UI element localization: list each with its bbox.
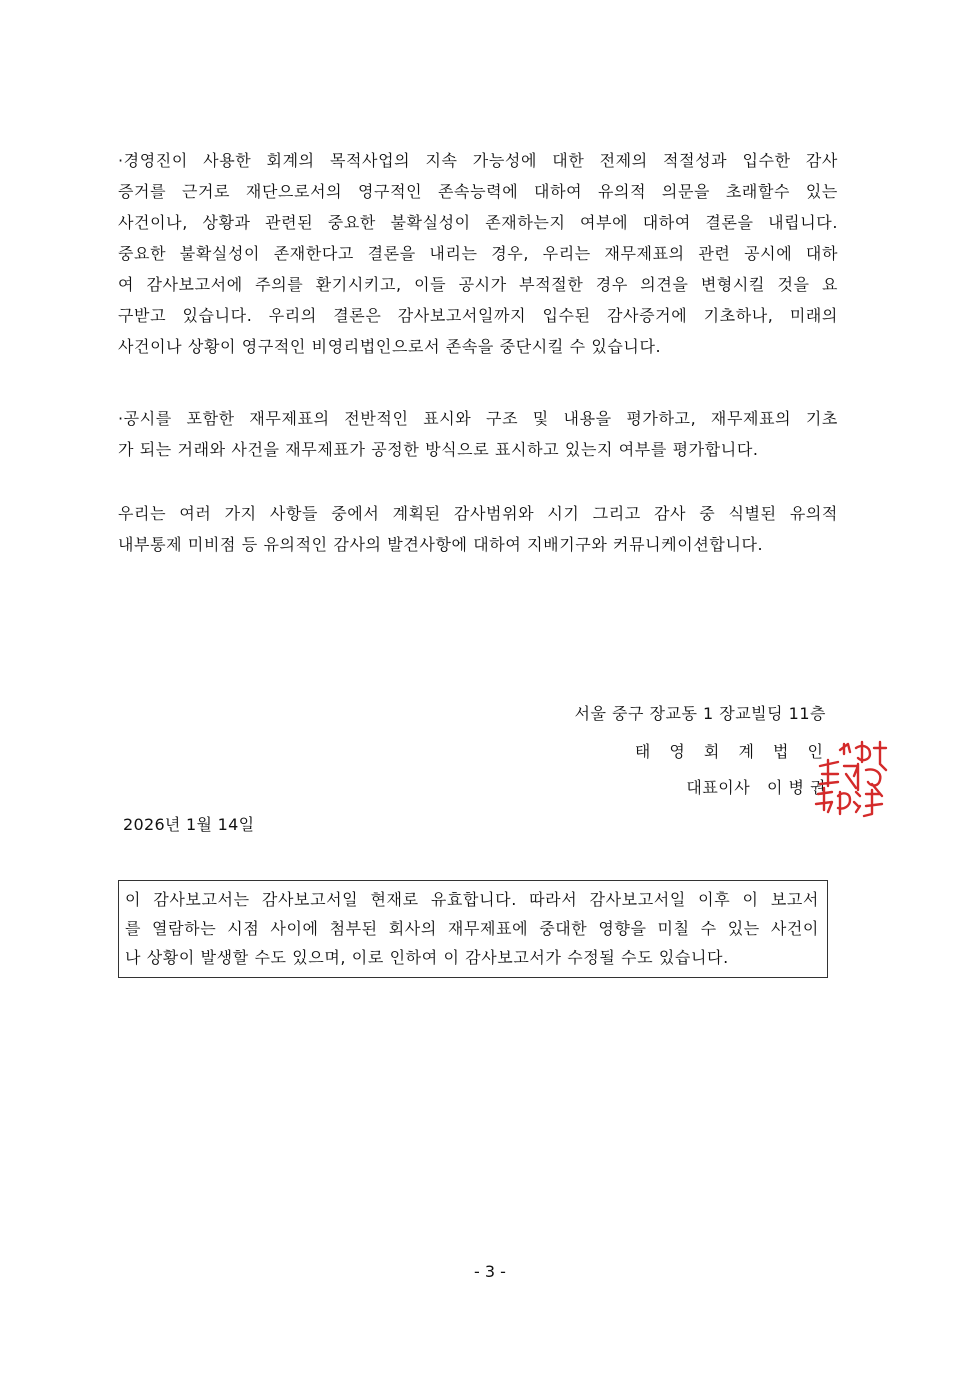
notice-line: 나 상황이 발생할 수도 있으며, 이로 인하여 이 감사보고서가 수정될 수도 있습니다. <box>125 948 729 967</box>
firm-address: 서울 중구 장교동 1 장교빌딩 11층 <box>574 704 826 723</box>
notice-line: 이 감사보고서는 감사보고서일 현재로 유효합니다. 따라서 감사보고서일 이후 이 보고서 <box>125 890 819 909</box>
text-line: ·경영진이 사용한 회계의 목적사업의 지속 가능성에 대한 전제의 적절성과 입수한 감사 <box>118 151 838 170</box>
text-line: 여 감사보고서에 주의를 환기시키고, 이들 공시가 부적절한 경우 의견을 변형시킬 것을 요 <box>118 275 838 294</box>
validity-notice-box <box>118 880 828 978</box>
notice-line: 를 열람하는 시점 사이에 첨부된 회사의 재무제표에 중대한 영향을 미칠 수 있는 사건이 <box>125 919 819 938</box>
text-line: 구받고 있습니다. 우리의 결론은 감사보고서일까지 입수된 감사증거에 기초하나, 미래의 <box>118 306 838 325</box>
page-number: - 3 - <box>474 1262 506 1281</box>
text-line: 우리는 여러 가지 사항들 중에서 계획된 감사범위와 시기 그리고 감사 중 식별된 유의적 <box>118 504 838 523</box>
text-line: 가 되는 거래와 사건을 재무제표가 공정한 방식으로 표시하고 있는지 여부를 평가합니다. <box>118 440 759 459</box>
paragraph-going-concern <box>118 145 838 362</box>
text-line: 사건이나 상황이 영구적인 비영리법인으로서 존속을 중단시킬 수 있습니다. <box>118 337 662 356</box>
text-line: 내부통제 미비점 등 유의적인 감사의 발견사항에 대하여 지배기구와 커뮤니케이션합니다. <box>118 535 764 554</box>
firm-seal <box>810 740 892 818</box>
firm-name: 태 영 회 계 법 인 <box>634 742 830 761</box>
text-line: 중요한 불확실성이 존재한다고 결론을 내리는 경우, 우리는 재무제표의 관련 공시에 대하 <box>118 244 838 263</box>
representative: 대표이사 이 병 권 <box>686 778 826 797</box>
paragraph-presentation <box>118 403 838 465</box>
paragraph-communication <box>118 498 838 560</box>
text-line: ·공시를 포함한 재무제표의 전반적인 표시와 구조 및 내용을 평가하고, 재무제표의 기초 <box>118 409 838 428</box>
text-line: 사건이나, 상황과 관련된 중요한 불확실성이 존재하는지 여부에 대하여 결론을 내립니다. <box>118 213 838 232</box>
text-line: 증거를 근거로 재단으로서의 영구적인 존속능력에 대하여 유의적 의문을 초래할수 있는 <box>118 182 838 201</box>
report-date: 2026년 1월 14일 <box>123 815 255 834</box>
